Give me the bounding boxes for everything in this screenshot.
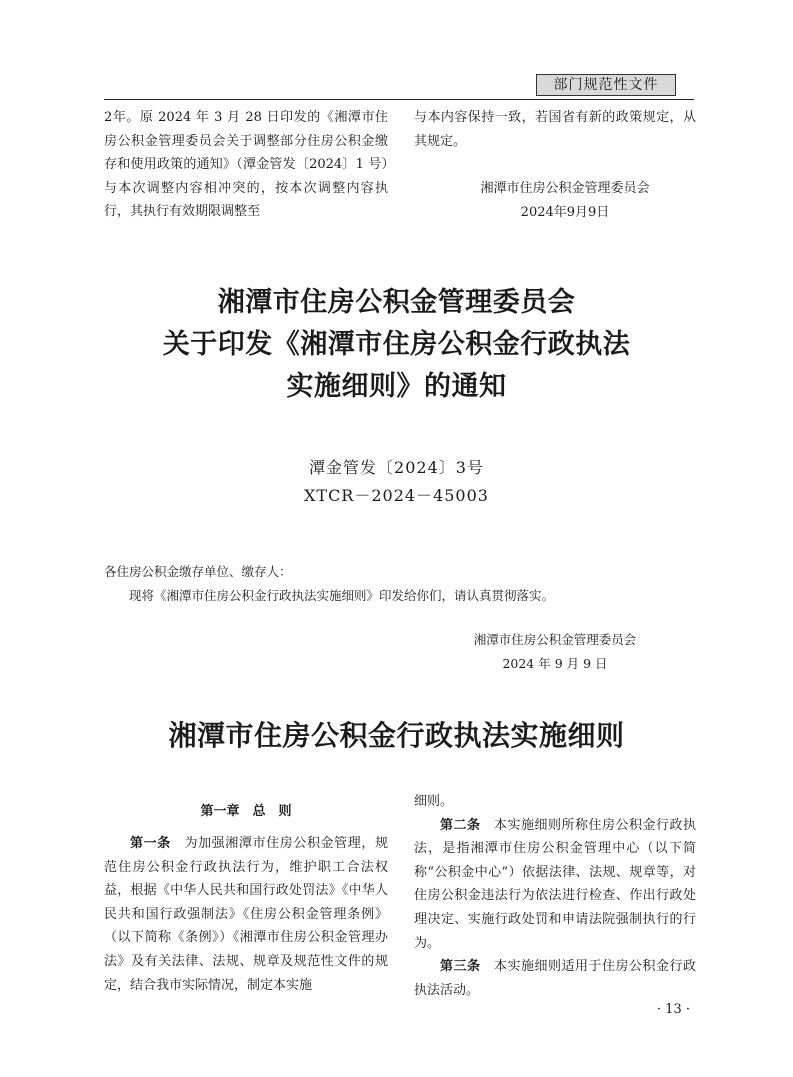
top-signature bbox=[450, 177, 680, 225]
notice-signature bbox=[440, 628, 670, 676]
page-number: · 13 · bbox=[656, 1002, 690, 1017]
section-tag: 部门规范性文件 bbox=[536, 74, 676, 96]
article-2-label: 第二条 bbox=[440, 817, 481, 833]
article-1 bbox=[104, 832, 388, 997]
notice-title bbox=[100, 282, 693, 408]
notice-body bbox=[104, 560, 694, 608]
document-number: 潭金管发〔2024〕3号 bbox=[309, 458, 484, 477]
article-2-text: 本实施细则所称住房公积金行政执法，是指湘潭市住房公积金管理中心（以下简称“公积金中心”）依据法律、法规、规章等，对住房公积金违法行为依法进行检查、作出行政处理决定、实施行政处罚和申请法院强制执行的行为。 bbox=[414, 817, 696, 951]
rules-right-column bbox=[414, 790, 696, 1002]
top-right-paragraph: 与本内容保持一致，若国省有新的政策规定，从其规定。 bbox=[414, 110, 696, 149]
header-divider bbox=[104, 99, 694, 100]
article-1-text: 为加强湘潭市住房公积金管理，规范住房公积金行政执法行为，维护职工合法权益，根据《中华人民共和国行政处罚法》《中华人民共和国行政强制法》《住房公积金管理条例》（以下简称《条例》）《湘潭市住房公积金管理办法》及有关法律、法规、规章及规范性文件的规定，结合我市实际情况，制定本实施 bbox=[104, 836, 388, 993]
article-1-label: 第一条 bbox=[130, 836, 171, 851]
top-left-column bbox=[104, 106, 388, 224]
article-3 bbox=[414, 955, 696, 1002]
document-code: XTCR－2024－45003 bbox=[304, 486, 489, 505]
top-signature-date: 2024年9月9日 bbox=[520, 205, 610, 220]
notice-greeting: 各住房公积金缴存单位、缴存人： bbox=[104, 564, 292, 579]
notice-title-line-1: 湘潭市住房公积金管理委员会 bbox=[217, 287, 576, 318]
document-number-block bbox=[100, 454, 693, 510]
article-2 bbox=[414, 814, 696, 956]
top-right-column bbox=[414, 106, 696, 153]
notice-title-line-2: 关于印发《湘潭市住房公积金行政执法 bbox=[162, 329, 631, 360]
article-3-text: 本实施细则适用于住房公积金行政执法活动。 bbox=[414, 959, 696, 998]
notice-signature-date: 2024 年 9 月 9 日 bbox=[502, 656, 608, 671]
rules-left-column bbox=[104, 800, 388, 997]
notice-title-line-3: 实施细则》的通知 bbox=[286, 371, 507, 402]
chapter-heading: 第一章 总 则 bbox=[200, 804, 292, 819]
article-1-continuation: 细则。 bbox=[414, 794, 454, 809]
notice-text: 现将《湘潭市住房公积金行政执法实施细则》印发给你们，请认真贯彻落实。 bbox=[129, 588, 555, 603]
rules-title: 湘潭市住房公积金行政执法实施细则 bbox=[168, 719, 625, 752]
notice-signature-org: 湘潭市住房公积金管理委员会 bbox=[473, 632, 637, 647]
top-left-paragraph: 2年。原 2024 年 3 月 28 日印发的《湘潭市住房公积金管理委员会关于调整部分住房公积金缴存和使用政策的通知》（潭金管发〔2024〕1 号）与本次调整内容相冲突的，按本次调整内容执行，其执行有效期限调整至 bbox=[104, 110, 388, 220]
top-signature-org: 湘潭市住房公积金管理委员会 bbox=[480, 181, 650, 196]
article-3-label: 第三条 bbox=[440, 959, 481, 975]
